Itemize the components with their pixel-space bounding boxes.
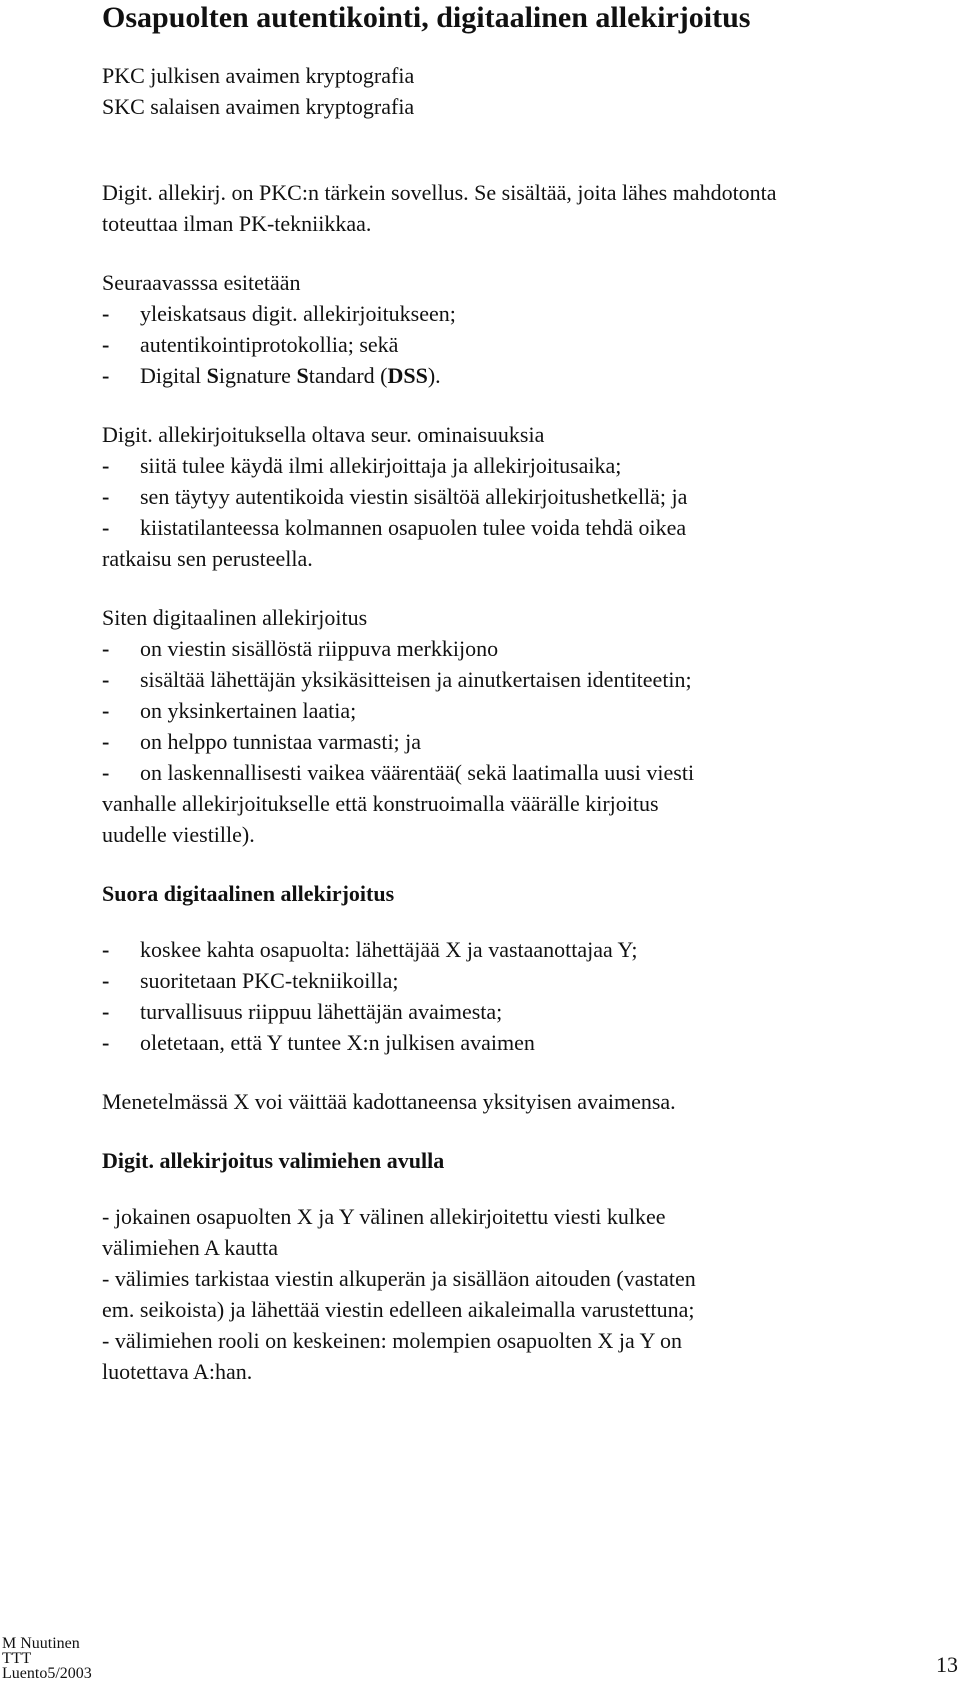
- dss-text: tandard (: [308, 363, 388, 388]
- bullet-dash: -: [102, 484, 110, 509]
- list-item: koskee kahta osapuolta: lähettäjää X ja vastaanottajaa Y;: [140, 937, 638, 962]
- paragraph-line: toteuttaa ilman PK-tekniikkaa.: [102, 211, 372, 236]
- bullet-dash: -: [102, 999, 110, 1024]
- list-continuation: uudelle viestille).: [102, 822, 255, 847]
- section-lead: Seuraavasssa esitetään: [102, 270, 301, 295]
- paragraph-line: - jokainen osapuolten X ja Y välinen allekirjoitettu viesti kulkee: [102, 1204, 666, 1229]
- list-item: siitä tulee käydä ilmi allekirjoittaja ja allekirjoitusaika;: [140, 453, 622, 478]
- list-item: oletetaan, että Y tuntee X:n julkisen avaimen: [140, 1030, 535, 1055]
- dss-text: ignature: [218, 363, 297, 388]
- bullet-dash: -: [102, 667, 110, 692]
- bullet-dash: -: [102, 937, 110, 962]
- bullet-dash: -: [102, 363, 110, 388]
- dss-text: ).: [427, 363, 441, 388]
- dss-text: Digital: [140, 363, 207, 388]
- page-title: Osapuolten autentikointi, digitaalinen allekirjoitus: [102, 1, 751, 34]
- list-item: sisältää lähettäjän yksikäsitteisen ja ainutkertaisen identiteetin;: [140, 667, 692, 692]
- section-heading: Suora digitaalinen allekirjoitus: [102, 881, 395, 906]
- list-item: on helppo tunnistaa varmasti; ja: [140, 729, 422, 754]
- intro-line-pkc: PKC julkisen avaimen kryptografia: [102, 63, 415, 88]
- bullet-dash: -: [102, 968, 110, 993]
- dss-letter: S: [206, 363, 219, 388]
- bullet-dash: -: [102, 515, 110, 540]
- section-lead: Siten digitaalinen allekirjoitus: [102, 605, 368, 630]
- bullet-dash: -: [102, 301, 110, 326]
- list-item: on yksinkertainen laatia;: [140, 698, 357, 723]
- paragraph-line: - välimiehen rooli on keskeinen: molempien osapuolten X ja Y on: [102, 1328, 683, 1353]
- list-item: on laskennallisesti vaikea väärentää( sekä laatimalla uusi viesti: [140, 760, 695, 785]
- footer-course: TTT: [2, 1650, 32, 1667]
- intro-line-skc: SKC salaisen avaimen kryptografia: [102, 94, 415, 119]
- footer-author: M Nuutinen: [2, 1635, 80, 1652]
- paragraph-line: luotettava A:han.: [102, 1359, 253, 1384]
- bullet-dash: -: [102, 729, 110, 754]
- list-continuation: vanhalle allekirjoitukselle että konstruoimalla väärälle kirjoitus: [102, 791, 659, 816]
- section-heading: Digit. allekirjoitus valimiehen avulla: [102, 1148, 445, 1173]
- bullet-dash: -: [102, 760, 110, 785]
- list-item: autentikointiprotokollia; sekä: [140, 332, 399, 357]
- list-item: turvallisuus riippuu lähettäjän avaimesta;: [140, 999, 503, 1024]
- dss-letter: S: [296, 363, 309, 388]
- paragraph-line: em. seikoista) ja lähettää viestin edelleen aikaleimalla varustettuna;: [102, 1297, 695, 1322]
- list-item: sen täytyy autentikoida viestin sisältöä allekirjoitushetkellä; ja: [140, 484, 688, 509]
- list-item-dss: [140, 362, 441, 390]
- paragraph-line: - välimies tarkistaa viestin alkuperän ja sisälläon aitouden (vastaten: [102, 1266, 696, 1291]
- dss-abbreviation: DSS: [387, 363, 428, 388]
- page-number: 13: [936, 1652, 958, 1677]
- paragraph-line: välimiehen A kautta: [102, 1235, 278, 1260]
- bullet-dash: -: [102, 453, 110, 478]
- list-continuation: ratkaisu sen perusteella.: [102, 546, 313, 571]
- list-item: suoritetaan PKC-tekniikoilla;: [140, 968, 399, 993]
- section-lead: Digit. allekirjoituksella oltava seur. ominaisuuksia: [102, 422, 545, 447]
- bullet-dash: -: [102, 1030, 110, 1055]
- bullet-dash: -: [102, 636, 110, 661]
- bullet-dash: -: [102, 332, 110, 357]
- list-item: kiistatilanteessa kolmannen osapuolen tulee voida tehdä oikea: [140, 515, 687, 540]
- footer-lecture: Luento5/2003: [2, 1665, 92, 1682]
- section-note: Menetelmässä X voi väittää kadottaneensa yksityisen avaimensa.: [102, 1089, 676, 1114]
- paragraph-line: Digit. allekirj. on PKC:n tärkein sovellus. Se sisältää, joita lähes mahdotonta: [102, 180, 777, 205]
- list-item: yleiskatsaus digit. allekirjoitukseen;: [140, 301, 456, 326]
- bullet-dash: -: [102, 698, 110, 723]
- list-item: on viestin sisällöstä riippuva merkkijono: [140, 636, 499, 661]
